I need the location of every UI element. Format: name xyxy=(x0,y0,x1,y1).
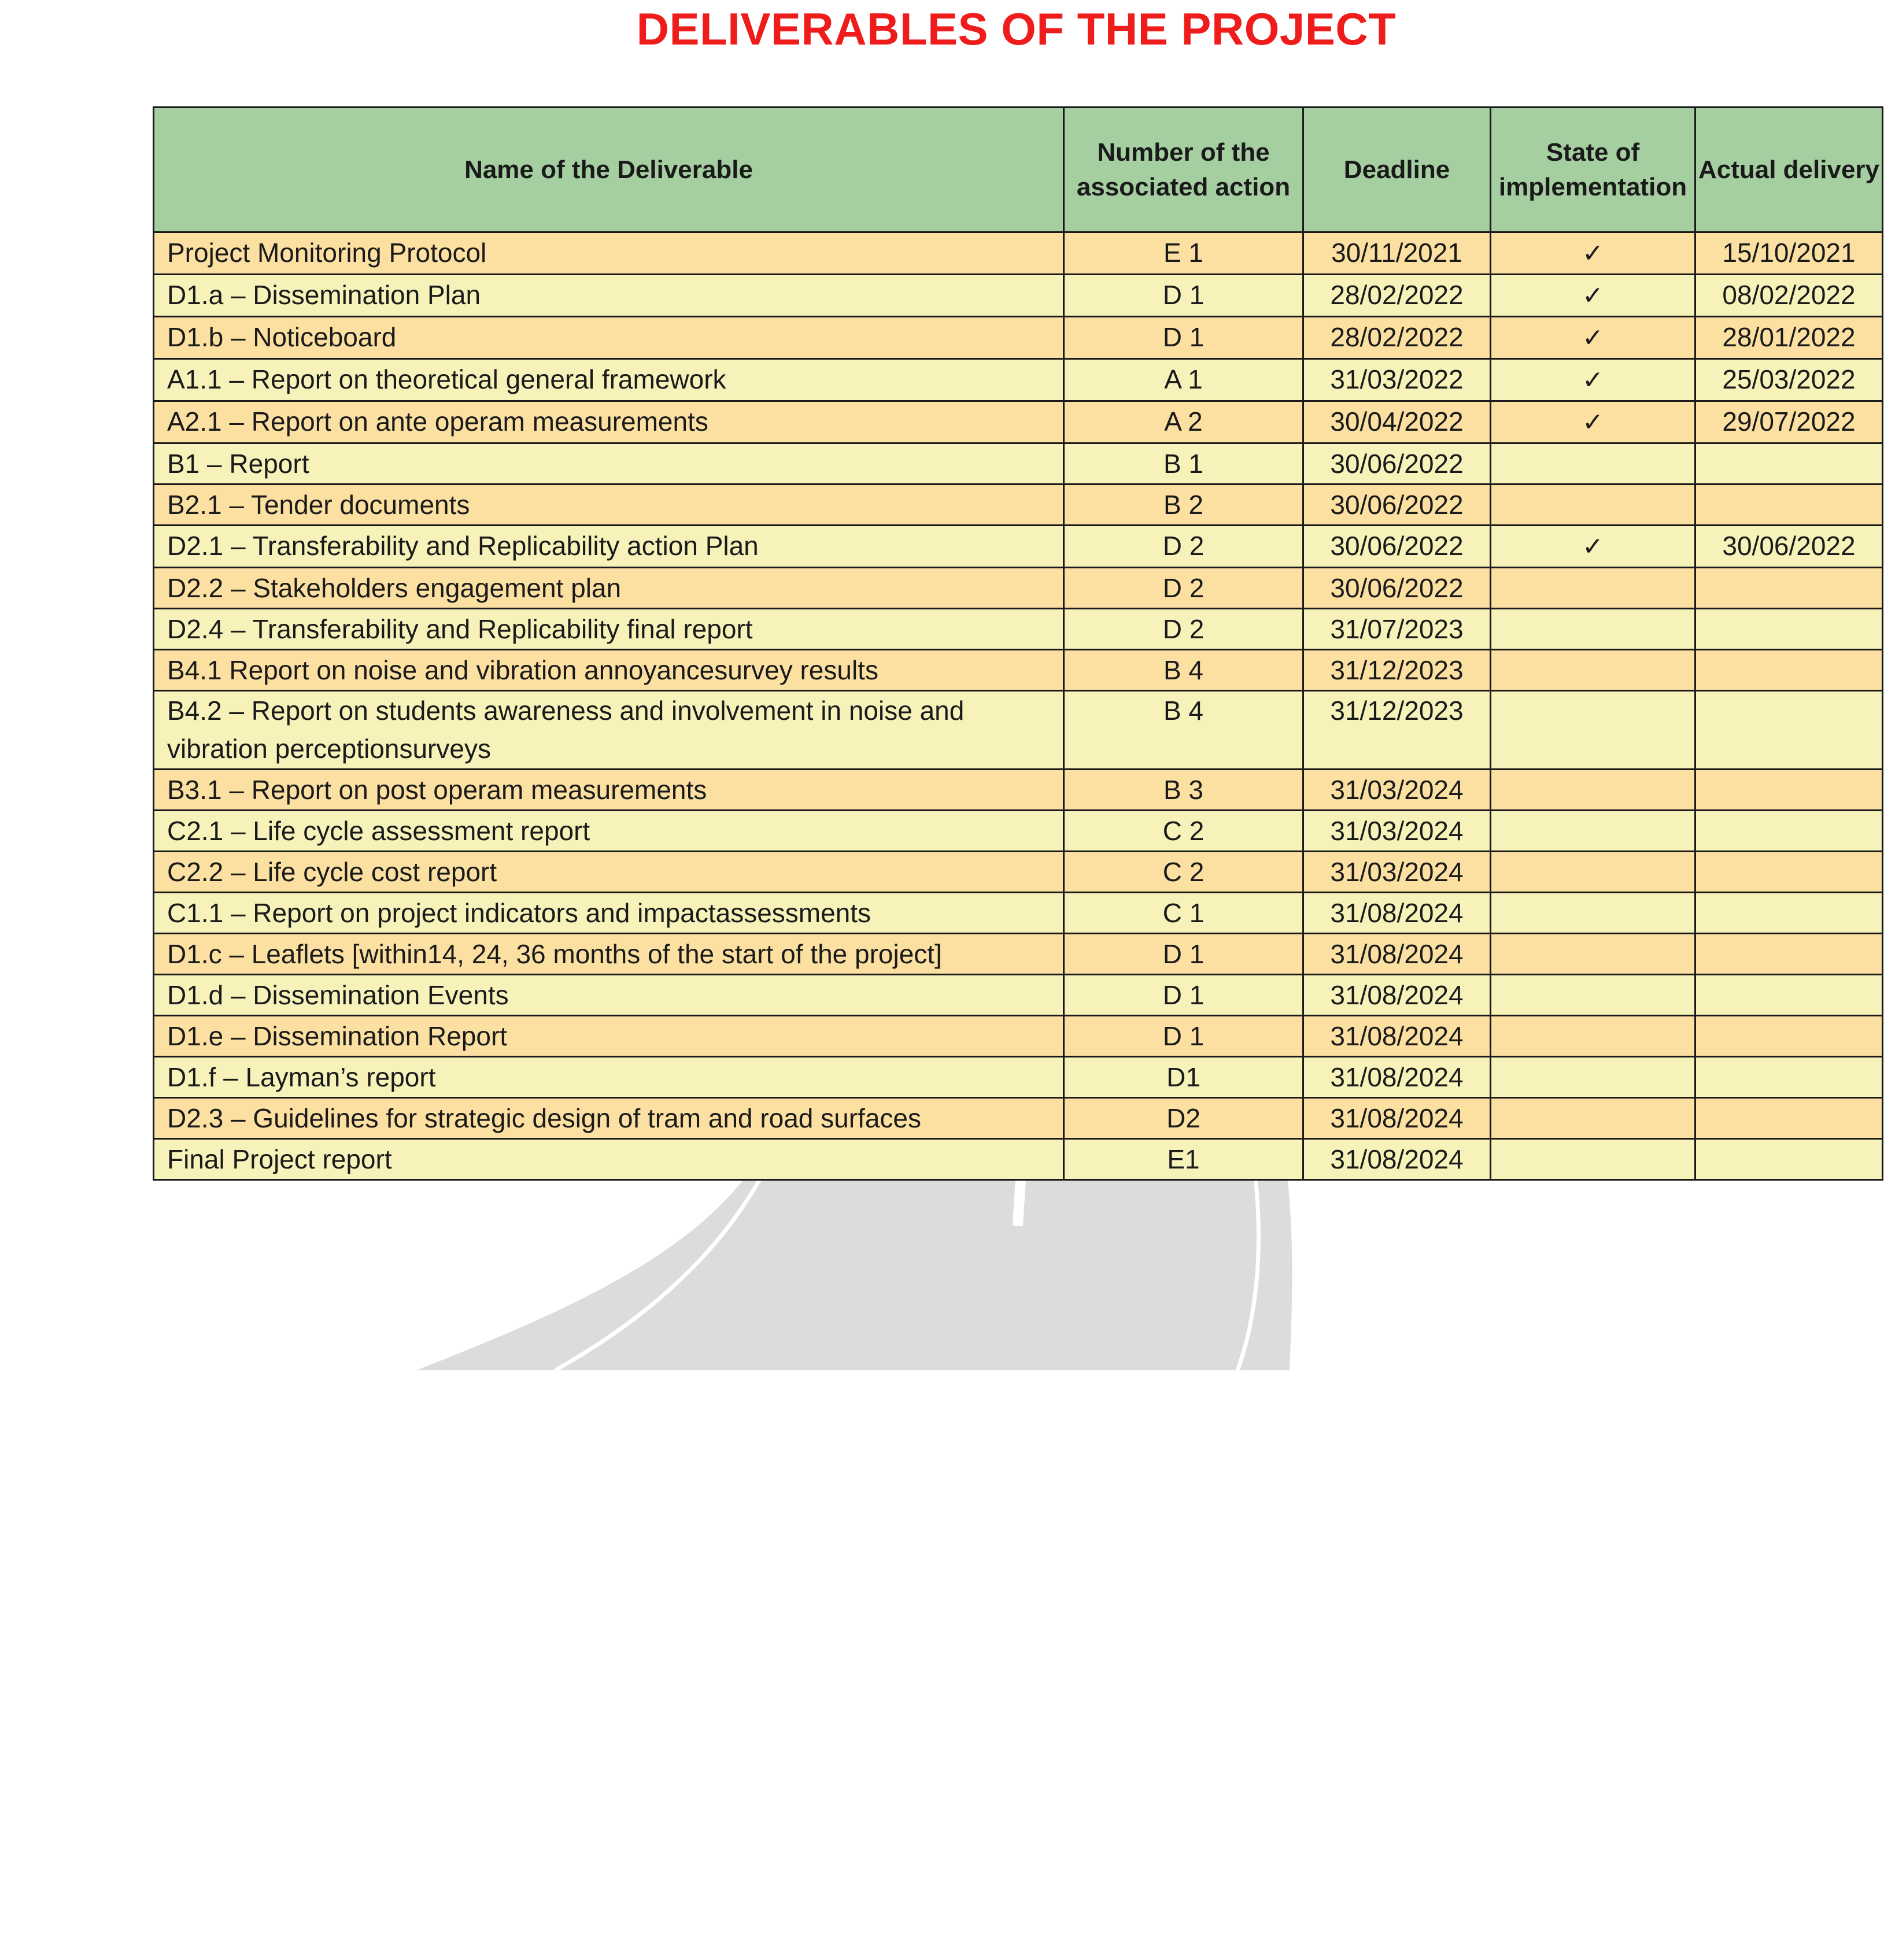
cell-name: Project Monitoring Protocol xyxy=(154,232,1064,275)
cell-deadline: 31/07/2023 xyxy=(1303,609,1491,650)
cell-deadline: 28/02/2022 xyxy=(1303,317,1491,359)
table-row xyxy=(154,975,1883,1016)
cell-action: E 1 xyxy=(1064,232,1303,275)
cell-state xyxy=(1491,1016,1695,1057)
cell-deadline: 31/03/2022 xyxy=(1303,359,1491,401)
cell-action: D 1 xyxy=(1064,275,1303,317)
cell-name: D2.4 – Transferability and Replicability final report xyxy=(154,609,1064,650)
cell-delivery: 08/02/2022 xyxy=(1695,275,1883,317)
check-mark-icon: ✓ xyxy=(1582,408,1604,437)
table-row xyxy=(154,232,1883,275)
cell-delivery: 30/06/2022 xyxy=(1695,526,1883,568)
cell-delivery xyxy=(1695,811,1883,852)
cell-action: B 4 xyxy=(1064,691,1303,770)
table-row xyxy=(154,317,1883,359)
cell-action: D 1 xyxy=(1064,1016,1303,1057)
cell-state xyxy=(1491,401,1695,443)
table-row xyxy=(154,893,1883,934)
table-row xyxy=(154,811,1883,852)
header-name: Name of the Deliverable xyxy=(154,108,1064,232)
cell-name: D1.c – Leaflets [within14, 24, 36 months of the start of the project] xyxy=(154,934,1064,975)
cell-name: Final Project report xyxy=(154,1139,1064,1180)
cell-delivery xyxy=(1695,934,1883,975)
cell-deadline: 30/06/2022 xyxy=(1303,568,1491,609)
cell-state xyxy=(1491,934,1695,975)
cell-name: B4.1 Report on noise and vibration annoyancesurvey results xyxy=(154,650,1064,691)
cell-action: D 1 xyxy=(1064,934,1303,975)
cell-deadline: 30/11/2021 xyxy=(1303,232,1491,275)
cell-state xyxy=(1491,609,1695,650)
cell-action: C 1 xyxy=(1064,893,1303,934)
cell-deadline: 31/12/2023 xyxy=(1303,691,1491,770)
cell-state xyxy=(1491,232,1695,275)
cell-delivery: 15/10/2021 xyxy=(1695,232,1883,275)
cell-state xyxy=(1491,275,1695,317)
cell-state xyxy=(1491,568,1695,609)
table-header-row xyxy=(154,108,1883,232)
cell-state xyxy=(1491,852,1695,893)
table-row xyxy=(154,609,1883,650)
cell-name: D1.a – Dissemination Plan xyxy=(154,275,1064,317)
cell-deadline: 31/08/2024 xyxy=(1303,893,1491,934)
cell-deadline: 31/08/2024 xyxy=(1303,934,1491,975)
cell-name: A1.1 – Report on theoretical general framework xyxy=(154,359,1064,401)
cell-action: B 4 xyxy=(1064,650,1303,691)
cell-deadline: 30/04/2022 xyxy=(1303,401,1491,443)
cell-deadline: 28/02/2022 xyxy=(1303,275,1491,317)
cell-name: D2.2 – Stakeholders engagement plan xyxy=(154,568,1064,609)
cell-state xyxy=(1491,1098,1695,1139)
cell-name: D1.f – Layman’s report xyxy=(154,1057,1064,1098)
cell-deadline: 30/06/2022 xyxy=(1303,526,1491,568)
cell-deadline: 31/03/2024 xyxy=(1303,852,1491,893)
cell-delivery xyxy=(1695,609,1883,650)
cell-deadline: 31/08/2024 xyxy=(1303,1016,1491,1057)
header-state: State of implementation xyxy=(1491,108,1695,232)
cell-state xyxy=(1491,485,1695,526)
cell-name: C2.1 – Life cycle assessment report xyxy=(154,811,1064,852)
header-action: Number of the associated action xyxy=(1064,108,1303,232)
cell-action: C 2 xyxy=(1064,811,1303,852)
cell-state xyxy=(1491,691,1695,770)
cell-name: B1 – Report xyxy=(154,443,1064,485)
header-deadline: Deadline xyxy=(1303,108,1491,232)
table-row xyxy=(154,852,1883,893)
cell-action: D2 xyxy=(1064,1098,1303,1139)
table-row xyxy=(154,526,1883,568)
table-body xyxy=(154,232,1883,1180)
cell-deadline: 30/06/2022 xyxy=(1303,443,1491,485)
cell-state xyxy=(1491,893,1695,934)
table-row xyxy=(154,1057,1883,1098)
table-row xyxy=(154,770,1883,811)
check-mark-icon: ✓ xyxy=(1582,365,1604,395)
table-row xyxy=(154,1016,1883,1057)
cell-deadline: 31/03/2024 xyxy=(1303,811,1491,852)
cell-action: D 2 xyxy=(1064,568,1303,609)
cell-state xyxy=(1491,526,1695,568)
check-mark-icon: ✓ xyxy=(1582,532,1604,561)
cell-state xyxy=(1491,1139,1695,1180)
cell-action: D1 xyxy=(1064,1057,1303,1098)
cell-delivery xyxy=(1695,893,1883,934)
table-row xyxy=(154,691,1883,770)
cell-name: A2.1 – Report on ante operam measurements xyxy=(154,401,1064,443)
cell-delivery xyxy=(1695,568,1883,609)
cell-action: B 1 xyxy=(1064,443,1303,485)
cell-state xyxy=(1491,1057,1695,1098)
cell-name: B4.2 – Report on students awareness and involvement in noise and vibration perceptionsurveys xyxy=(154,691,1064,770)
cell-name: D2.1 – Transferability and Replicability action Plan xyxy=(154,526,1064,568)
cell-action: E1 xyxy=(1064,1139,1303,1180)
cell-delivery xyxy=(1695,1057,1883,1098)
cell-action: A 2 xyxy=(1064,401,1303,443)
table-row xyxy=(154,443,1883,485)
cell-delivery xyxy=(1695,1139,1883,1180)
table-row xyxy=(154,359,1883,401)
cell-state xyxy=(1491,359,1695,401)
table-row xyxy=(154,275,1883,317)
table-row xyxy=(154,568,1883,609)
cell-action: D 2 xyxy=(1064,526,1303,568)
table-row xyxy=(154,485,1883,526)
cell-deadline: 31/12/2023 xyxy=(1303,650,1491,691)
check-mark-icon: ✓ xyxy=(1582,281,1604,310)
cell-delivery: 29/07/2022 xyxy=(1695,401,1883,443)
cell-action: D 1 xyxy=(1064,317,1303,359)
table-row xyxy=(154,1139,1883,1180)
cell-state xyxy=(1491,770,1695,811)
cell-deadline: 31/08/2024 xyxy=(1303,975,1491,1016)
cell-name: B2.1 – Tender documents xyxy=(154,485,1064,526)
cell-state xyxy=(1491,975,1695,1016)
check-mark-icon: ✓ xyxy=(1582,323,1604,353)
cell-delivery xyxy=(1695,852,1883,893)
cell-deadline: 31/08/2024 xyxy=(1303,1098,1491,1139)
cell-state xyxy=(1491,811,1695,852)
cell-delivery xyxy=(1695,650,1883,691)
cell-name: B3.1 – Report on post operam measurements xyxy=(154,770,1064,811)
table-row xyxy=(154,934,1883,975)
cell-deadline: 31/08/2024 xyxy=(1303,1057,1491,1098)
check-mark-icon: ✓ xyxy=(1582,239,1604,268)
cell-name: D1.e – Dissemination Report xyxy=(154,1016,1064,1057)
cell-delivery xyxy=(1695,1016,1883,1057)
cell-deadline: 31/08/2024 xyxy=(1303,1139,1491,1180)
cell-delivery xyxy=(1695,770,1883,811)
cell-name: C2.2 – Life cycle cost report xyxy=(154,852,1064,893)
cell-action: B 2 xyxy=(1064,485,1303,526)
cell-deadline: 31/03/2024 xyxy=(1303,770,1491,811)
cell-state xyxy=(1491,317,1695,359)
cell-action: D 2 xyxy=(1064,609,1303,650)
table-row xyxy=(154,650,1883,691)
cell-delivery xyxy=(1695,1098,1883,1139)
cell-state xyxy=(1491,650,1695,691)
deliverables-table xyxy=(153,106,1883,1181)
table-row xyxy=(154,401,1883,443)
cell-state xyxy=(1491,443,1695,485)
cell-delivery: 28/01/2022 xyxy=(1695,317,1883,359)
cell-delivery xyxy=(1695,975,1883,1016)
cell-delivery xyxy=(1695,691,1883,770)
cell-deadline: 30/06/2022 xyxy=(1303,485,1491,526)
page-title: DELIVERABLES OF THE PROJECT xyxy=(636,3,1397,54)
cell-action: A 1 xyxy=(1064,359,1303,401)
cell-delivery: 25/03/2022 xyxy=(1695,359,1883,401)
cell-name: D2.3 – Guidelines for strategic design of tram and road surfaces xyxy=(154,1098,1064,1139)
cell-action: C 2 xyxy=(1064,852,1303,893)
cell-action: B 3 xyxy=(1064,770,1303,811)
cell-name: D1.d – Dissemination Events xyxy=(154,975,1064,1016)
table-row xyxy=(154,1098,1883,1139)
cell-delivery xyxy=(1695,443,1883,485)
cell-name: D1.b – Noticeboard xyxy=(154,317,1064,359)
cell-delivery xyxy=(1695,485,1883,526)
header-delivery: Actual delivery xyxy=(1695,108,1883,232)
cell-action: D 1 xyxy=(1064,975,1303,1016)
cell-name: C1.1 – Report on project indicators and impactassessments xyxy=(154,893,1064,934)
